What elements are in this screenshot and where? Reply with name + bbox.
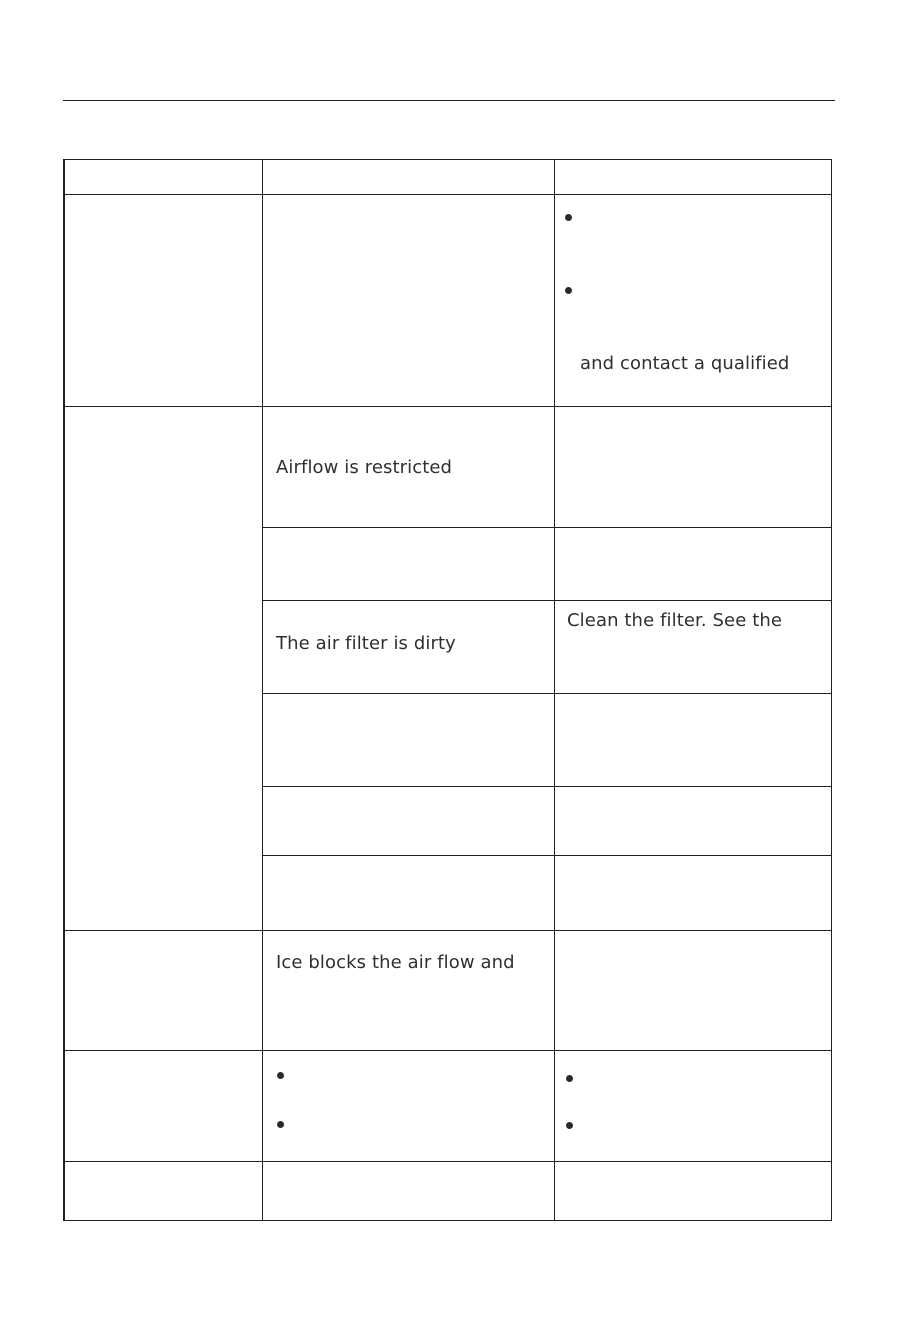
row-divider	[262, 527, 832, 528]
row-divider	[63, 930, 832, 931]
bullet-dot	[566, 1075, 573, 1082]
row-divider	[262, 693, 832, 694]
bullet-dot	[277, 1121, 284, 1128]
row-divider	[63, 406, 832, 407]
row-divider	[63, 194, 832, 195]
row1-solution-line3: and contact a qualified	[580, 353, 790, 374]
bullet-dot	[565, 287, 572, 294]
row-divider	[262, 786, 832, 787]
column-divider	[554, 159, 555, 1221]
bullet-dot	[277, 1072, 284, 1079]
row2-cause-airflow: Airflow is restricted	[276, 457, 453, 478]
row-divider	[262, 600, 832, 601]
row2-cause-filter: The air filter is dirty	[276, 633, 456, 654]
header-rule	[63, 100, 835, 101]
bullet-dot	[565, 214, 572, 221]
row2-solution-filter: Clean the filter. See the	[567, 610, 783, 631]
row-divider	[262, 855, 832, 856]
bullet-dot	[566, 1122, 573, 1129]
row3-cause-ice: Ice blocks the air flow and	[276, 952, 515, 973]
column-divider	[262, 159, 263, 1221]
troubleshooting-table	[63, 159, 832, 1221]
row-divider	[63, 1050, 832, 1051]
row-divider	[63, 1161, 832, 1162]
